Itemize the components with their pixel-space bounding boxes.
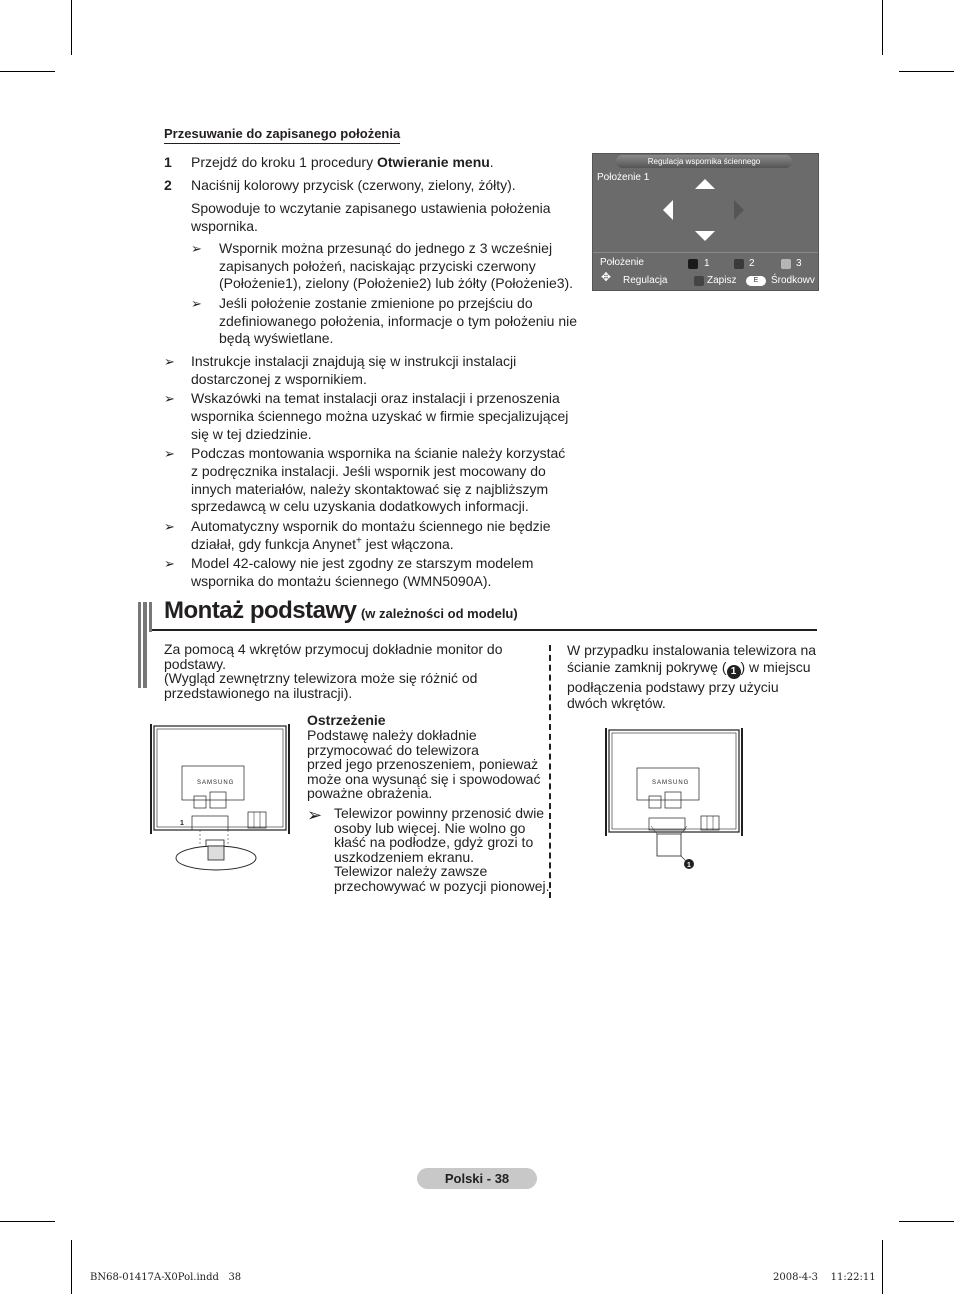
step-2-text: Spowoduje to wczytanie zapisanego ustawienia położenia: [191, 200, 551, 216]
body-text: ścianie zamknij pokrywę (: [567, 658, 727, 675]
body-text: podstawy.: [164, 655, 226, 672]
arrow-right-icon: [734, 200, 744, 220]
sub-note-text: Wspornik można przesunąć do jednego z 3 wcześniej: [219, 240, 553, 256]
body-text: Podstawę należy dokładnie: [307, 727, 477, 743]
file-info: BN68-01417A-X0Pol.indd 38: [90, 1272, 242, 1283]
arrow-icon: ➢: [164, 446, 175, 461]
enter-key-icon: E: [746, 276, 766, 286]
note-text: sprzedawcą w celu uzyskania dodatkowych informacji.: [191, 498, 529, 514]
warning-title: Ostrzeżenie: [307, 712, 386, 728]
slot-1-icon: [688, 259, 698, 269]
tv-cover-illustration: [605, 726, 745, 874]
slot-1-label: 1: [704, 258, 710, 269]
heading-subtitle: (w zależności od modelu): [360, 606, 518, 621]
body-text: poważne obrażenia.: [307, 785, 433, 801]
crop-mark: [899, 1221, 954, 1222]
note-text: Podczas montowania wspornika na ścianie należy korzystać: [191, 445, 566, 461]
heading-bar: [143, 602, 147, 688]
crop-mark: [0, 1221, 55, 1222]
body-text: Telewizor należy zawsze: [334, 863, 488, 879]
step-number: 1: [164, 154, 172, 170]
sub-note-text: zapisanych położeń, naciskając przyciski czerwony: [219, 258, 536, 274]
callout-1-label: 1: [687, 862, 691, 869]
note-text: Wskazówki na temat instalacji oraz instalacji i przenoszenia: [191, 390, 560, 406]
step-link-text: Otwieranie menu: [376, 154, 490, 170]
arrow-down-icon: [695, 231, 715, 241]
superscript: +: [356, 535, 362, 547]
column-divider: [549, 645, 551, 898]
slot-2-label: 2: [749, 258, 755, 269]
note-text: się w tej dziedzinie.: [191, 426, 312, 442]
section-title: Przesuwanie do zapisanego położenia: [164, 126, 400, 144]
body-text: przed jego przenoszeniem, ponieważ: [307, 756, 539, 772]
step-1: [191, 153, 494, 171]
arrow-icon: ➢: [164, 519, 175, 534]
note-text: wspornika do montażu ściennego (WMN5090A).: [191, 573, 492, 589]
heading-bar: [138, 602, 141, 688]
save-icon: [694, 276, 704, 286]
body-text: osoby lub więcej. Nie wolno go: [334, 819, 526, 836]
note-text: Model 42-calowy nie jest zgodny ze starszym modelem: [191, 555, 534, 571]
osd-save-label: Zapisz: [707, 275, 737, 286]
body-text: Telewizor powinny przenosić dwie: [334, 805, 545, 821]
crop-mark: [0, 71, 55, 72]
crop-mark: [899, 71, 954, 72]
slot-2-icon: [734, 259, 744, 269]
mount-instructions: [164, 642, 503, 700]
crop-mark: [882, 1240, 883, 1294]
note-text: innych materiałów, należy skontaktować się z najbliższym: [191, 481, 549, 497]
arrow-icon: ➢: [307, 805, 323, 825]
sub-note-text: będą wyświetlane.: [219, 330, 334, 346]
body-text: (Wygląd zewnętrzny telewizora może się różnić od: [164, 670, 478, 686]
osd-divider: [593, 252, 818, 253]
body-text: przymocować do telewizora: [307, 741, 479, 758]
osd-center-label: Środkowv: [771, 275, 815, 286]
body-text: uszkodzeniem ekranu.: [334, 848, 475, 865]
body-text: ) w miejscu: [740, 658, 811, 675]
warning-note: [334, 806, 550, 893]
arrow-icon: ➢: [164, 556, 175, 571]
step-2-text: Naciśnij kolorowy przycisk (czerwony, zielony, żółty).: [191, 177, 516, 193]
body-text: dwóch wkrętów.: [567, 695, 666, 711]
note-text: [191, 535, 454, 553]
callout-1-icon: 1: [727, 665, 741, 679]
slot-3-label: 3: [796, 258, 802, 269]
arrow-icon: ➢: [191, 241, 202, 256]
slot-3-icon: [781, 259, 791, 269]
note-text: z podręcznika instalacji. Jeśli wspornik jest mocowany do: [191, 463, 546, 479]
body-text: przedstawionego na ilustracji).: [164, 684, 353, 701]
note-text: wspornika ściennego można uzyskać w firmie specjalizującej: [191, 408, 569, 424]
tv-stand-illustration: [150, 722, 295, 882]
sub-note-text: (Położenie1), zielony (Położenie2) lub żółty (Położenie3).: [219, 275, 574, 291]
svg-text:1: 1: [180, 820, 184, 827]
arrow-icon: ➢: [191, 296, 202, 311]
sub-note-text: Jeśli położenie zostanie zmienione po przejściu do: [219, 295, 533, 311]
note-text: Instrukcje instalacji znajdują się w instrukcji instalacji: [191, 353, 517, 369]
crop-mark: [71, 1240, 72, 1294]
sub-note-text: zdefiniowanego położenia, informacje o tym położeniu nie: [219, 313, 577, 329]
arrow-icon: ➢: [164, 354, 175, 369]
step-2-text: wspornika.: [191, 218, 258, 234]
osd-bottom-label: Położenie: [600, 257, 644, 268]
crop-mark: [882, 0, 883, 55]
osd-position-label: Położenie 1: [597, 172, 650, 183]
warning-text: [307, 728, 540, 801]
wall-mount-instructions: [567, 642, 816, 712]
arrow-left-icon: [663, 200, 673, 220]
page-number-badge: Polski - 38: [417, 1168, 537, 1189]
body-text: [567, 659, 816, 679]
body-text: może ona wysunąć się i spowodować: [307, 770, 541, 787]
osd-screen: [592, 153, 819, 291]
heading-rule: [152, 629, 817, 631]
body-text: kłaść na podłodze, gdyż grozi to: [334, 834, 534, 850]
body-text: podłączenia podstawy przy użyciu: [567, 678, 779, 695]
note-text: dostarczonej z wspornikiem.: [191, 371, 367, 387]
brand-logo: SAMSUNG: [652, 780, 690, 786]
body-text: W przypadku instalowania telewizora na: [567, 642, 817, 658]
note-text: Automatyczny wspornik do montażu ściennego nie będzie: [191, 518, 551, 534]
note-text: działał, gdy funkcja Anynet: [191, 536, 356, 552]
brand-logo: SAMSUNG: [197, 780, 235, 786]
crop-mark: [71, 0, 72, 55]
note-text: jest włączona.: [361, 536, 454, 552]
osd-title: Regulacja wspornika ściennego: [616, 155, 792, 168]
heading-title: Montaż podstawy: [164, 597, 357, 624]
step-text: Przejdź do kroku 1 procedury: [191, 154, 377, 170]
arrow-up-icon: [695, 179, 715, 189]
step-number: 2: [164, 177, 172, 193]
date-info: 2008-4-3 11:22:11: [773, 1272, 876, 1283]
body-text: Za pomocą 4 wkrętów przymocuj dokładnie monitor do: [164, 641, 503, 657]
osd-adjust-label: Regulacja: [623, 275, 668, 286]
move-icon: ✥: [601, 270, 612, 284]
section-heading: [164, 597, 518, 625]
body-text: przechowywać w pozycji pionowej.: [334, 877, 550, 894]
arrow-icon: ➢: [164, 391, 175, 406]
step-text: .: [489, 154, 494, 170]
heading-bar: [149, 602, 152, 632]
